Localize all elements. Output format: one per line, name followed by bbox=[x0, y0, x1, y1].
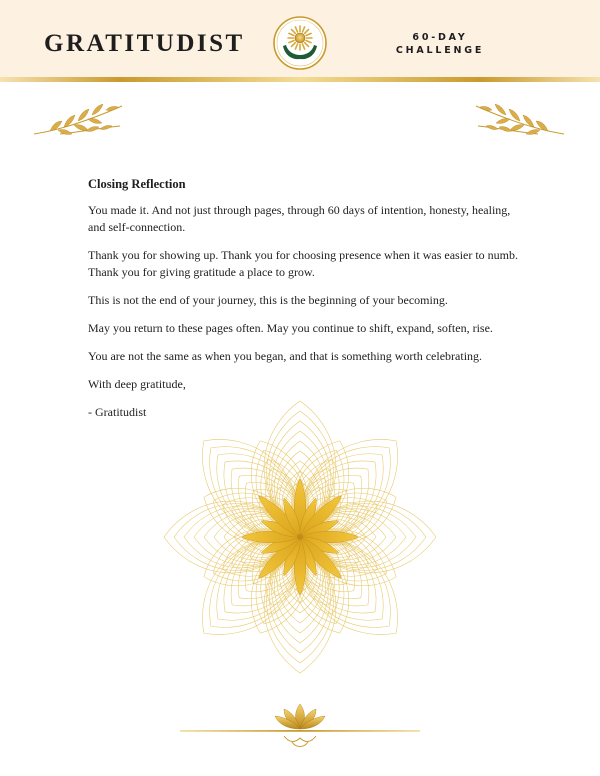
paragraph-1: You made it. And not just through pages, through 60 days of intention, honesty, healing, and self-connection. bbox=[88, 203, 511, 234]
challenge-line-1: 60-DAY bbox=[412, 32, 468, 43]
paragraph-5: You are not the same as when you began, and that is something worth celebrating. bbox=[88, 349, 483, 363]
section-heading: Closing Reflection bbox=[88, 177, 186, 191]
challenge-line-2: CHALLENGE bbox=[395, 45, 485, 56]
challenge-label bbox=[392, 31, 488, 57]
header-gold-rule bbox=[0, 77, 600, 82]
closing-line: With deep gratitude, bbox=[88, 377, 186, 391]
leaf-sprig-icon bbox=[472, 100, 568, 144]
mandala-flower-icon bbox=[160, 397, 440, 677]
paragraph-4: May you return to these pages often. May you continue to shift, expand, soften, rise. bbox=[88, 321, 493, 335]
reflection-content bbox=[88, 176, 523, 432]
page-header bbox=[0, 0, 600, 82]
sun-in-hands-logo bbox=[273, 16, 327, 70]
brand-title: GRATITUDIST bbox=[44, 30, 245, 57]
lotus-divider-icon bbox=[180, 698, 420, 754]
leaf-sprig-icon bbox=[30, 100, 126, 144]
signature: - Gratitudist bbox=[88, 405, 147, 419]
paragraph-3: This is not the end of your journey, this is the beginning of your becoming. bbox=[88, 293, 448, 307]
paragraph-2: Thank you for showing up. Thank you for choosing presence when it was easier to numb. Thank you for giving gratitude a place to grow. bbox=[88, 248, 519, 279]
